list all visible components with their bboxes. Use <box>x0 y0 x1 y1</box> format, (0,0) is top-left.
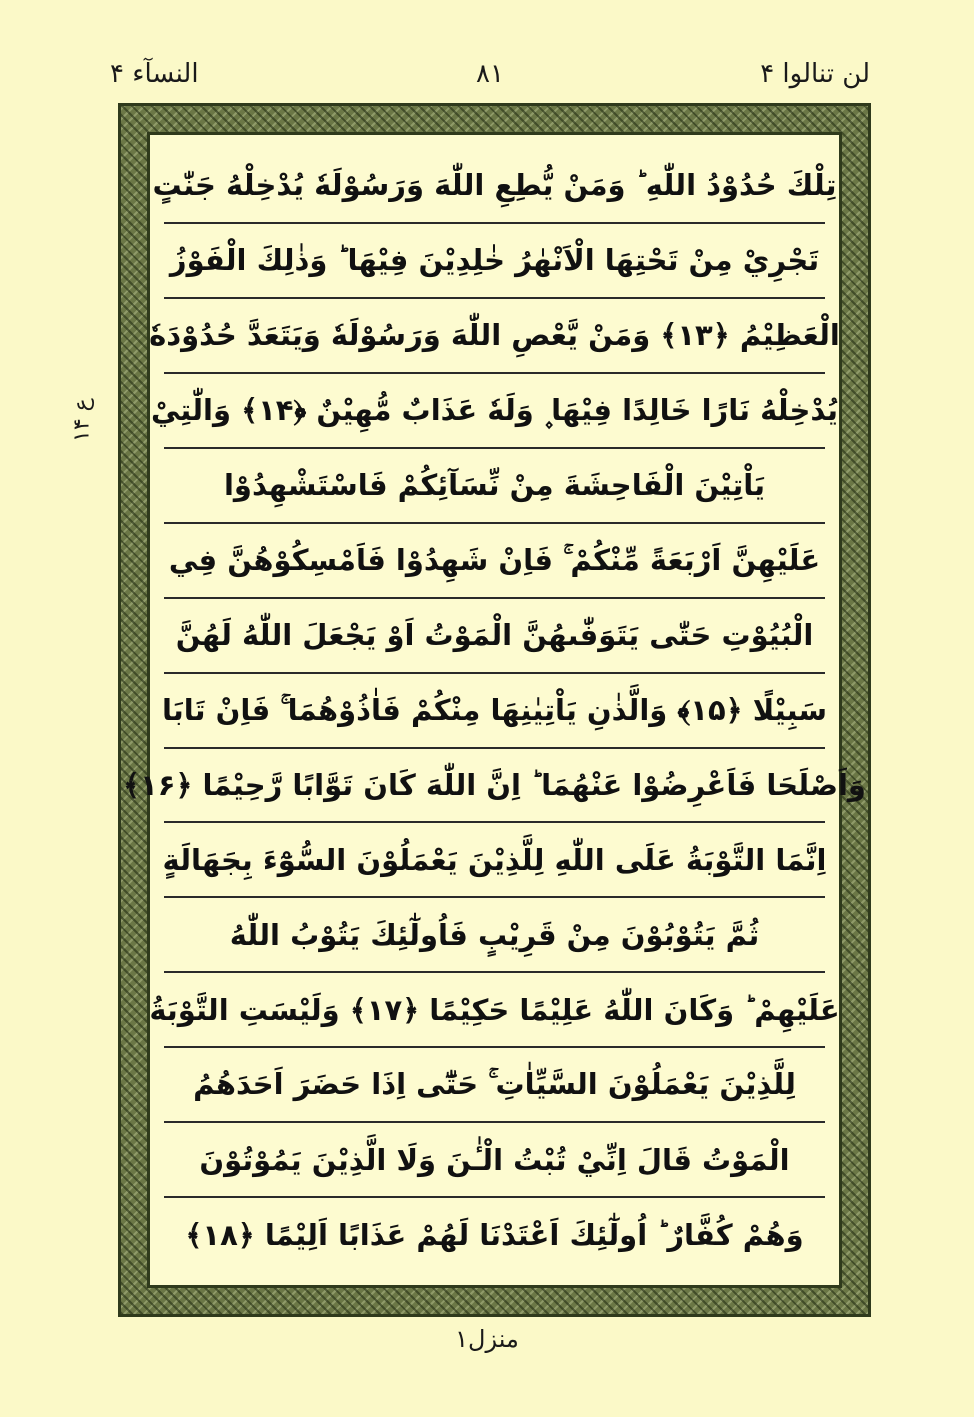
verse-line: لِلَّذِيْنَ يَعْمَلُوْنَ السَّيِّاٰتِ ۚ حَتّٰٓى اِذَا حَضَرَ اَحَدَهُمُ <box>164 1048 825 1123</box>
verse-line: اِنَّمَا التَّوْبَةُ عَلَى اللّٰهِ لِلَّذِيْنَ يَعْمَلُوْنَ السُّوْٓءَ بِجَهَالَةٍ <box>164 823 825 898</box>
verse-line: الْبُيُوْتِ حَتّٰى يَتَوَفّٰىهُنَّ الْمَوْتُ اَوْ يَجْعَلَ اللّٰهُ لَهُنَّ <box>164 599 825 674</box>
verse-line: سَبِيْلًا ﴿۱۵﴾ وَالَّذٰنِ يَاْتِيٰنِهَا مِنْكُمْ فَاٰذُوْهُمَا ۚ فَاِنْ تَابَا <box>164 674 825 749</box>
verse-line: عَلَيْهِنَّ اَرْبَعَةً مِّنْكُمْ ۚ فَاِنْ شَهِدُوْا فَاَمْسِكُوْهُنَّ فِي <box>164 524 825 599</box>
verse-line: عَلَيْهِمْ ؕ وَكَانَ اللّٰهُ عَلِيْمًا حَكِيْمًا ﴿۱۷﴾ وَلَيْسَتِ التَّوْبَةُ <box>164 973 825 1048</box>
verse-line: تَجْرِيْ مِنْ تَحْتِهَا الْاَنْهٰرُ خٰلِدِيْنَ فِيْهَا ؕ وَذٰلِكَ الْفَوْزُ <box>164 224 825 299</box>
verse-lines <box>123 149 866 1271</box>
verse-line: تِلْكَ حُدُوْدُ اللّٰهِ ؕ وَمَنْ يُّطِعِ اللّٰهَ وَرَسُوْلَهٗ يُدْخِلْهُ جَنّٰتٍ <box>164 149 825 224</box>
verse-line: وَهُمْ كُفَّارٌ ؕ اُولٰٓئِكَ اَعْتَدْنَا لَهُمْ عَذَابًا اَلِيْمًا ﴿۱۸﴾ <box>185 1217 804 1252</box>
verse-line: ثُمَّ يَتُوْبُوْنَ مِنْ قَرِيْبٍ فَاُولٰٓئِكَ يَتُوْبُ اللّٰهُ <box>164 898 825 973</box>
surah-name: النسآء ۴ <box>110 59 199 89</box>
page-header <box>110 52 870 96</box>
verse-line: يَاْتِيْنَ الْفَاحِشَةَ مِنْ نِّسَآئِكُمْ فَاسْتَشْهِدُوْا <box>164 449 825 524</box>
ruku-marker: ع ۱۴ <box>69 398 95 442</box>
verse-line: يُدْخِلْهُ نَارًا خَالِدًا فِيْهَا ۪ وَلَهٗ عَذَابٌ مُّهِيْنٌ ﴿۱۴﴾ وَالّٰتِيْ <box>164 374 825 449</box>
verse-line: وَاَصْلَحَا فَاَعْرِضُوْا عَنْهُمَا ؕ اِنَّ اللّٰهَ كَانَ تَوَّابًا رَّحِيْمًا ﴿۱۶﴾ <box>164 749 825 824</box>
text-panel <box>123 132 866 1288</box>
page-number: ۸۱ <box>476 59 504 89</box>
ornamental-border <box>118 103 871 1317</box>
manzil-footer: منزل۱ <box>455 1325 519 1353</box>
juz-name: لن تنالوا ۴ <box>760 59 870 89</box>
verse-line: الْمَوْتُ قَالَ اِنِّيْ تُبْتُ الْـٰٔنَ وَلَا الَّذِيْنَ يَمُوْتُوْنَ <box>164 1123 825 1198</box>
verse-line: الْعَظِيْمُ ﴿۱۳﴾ وَمَنْ يَّعْصِ اللّٰهَ وَرَسُوْلَهٗ وَيَتَعَدَّ حُدُوْدَهٗ <box>164 299 825 374</box>
